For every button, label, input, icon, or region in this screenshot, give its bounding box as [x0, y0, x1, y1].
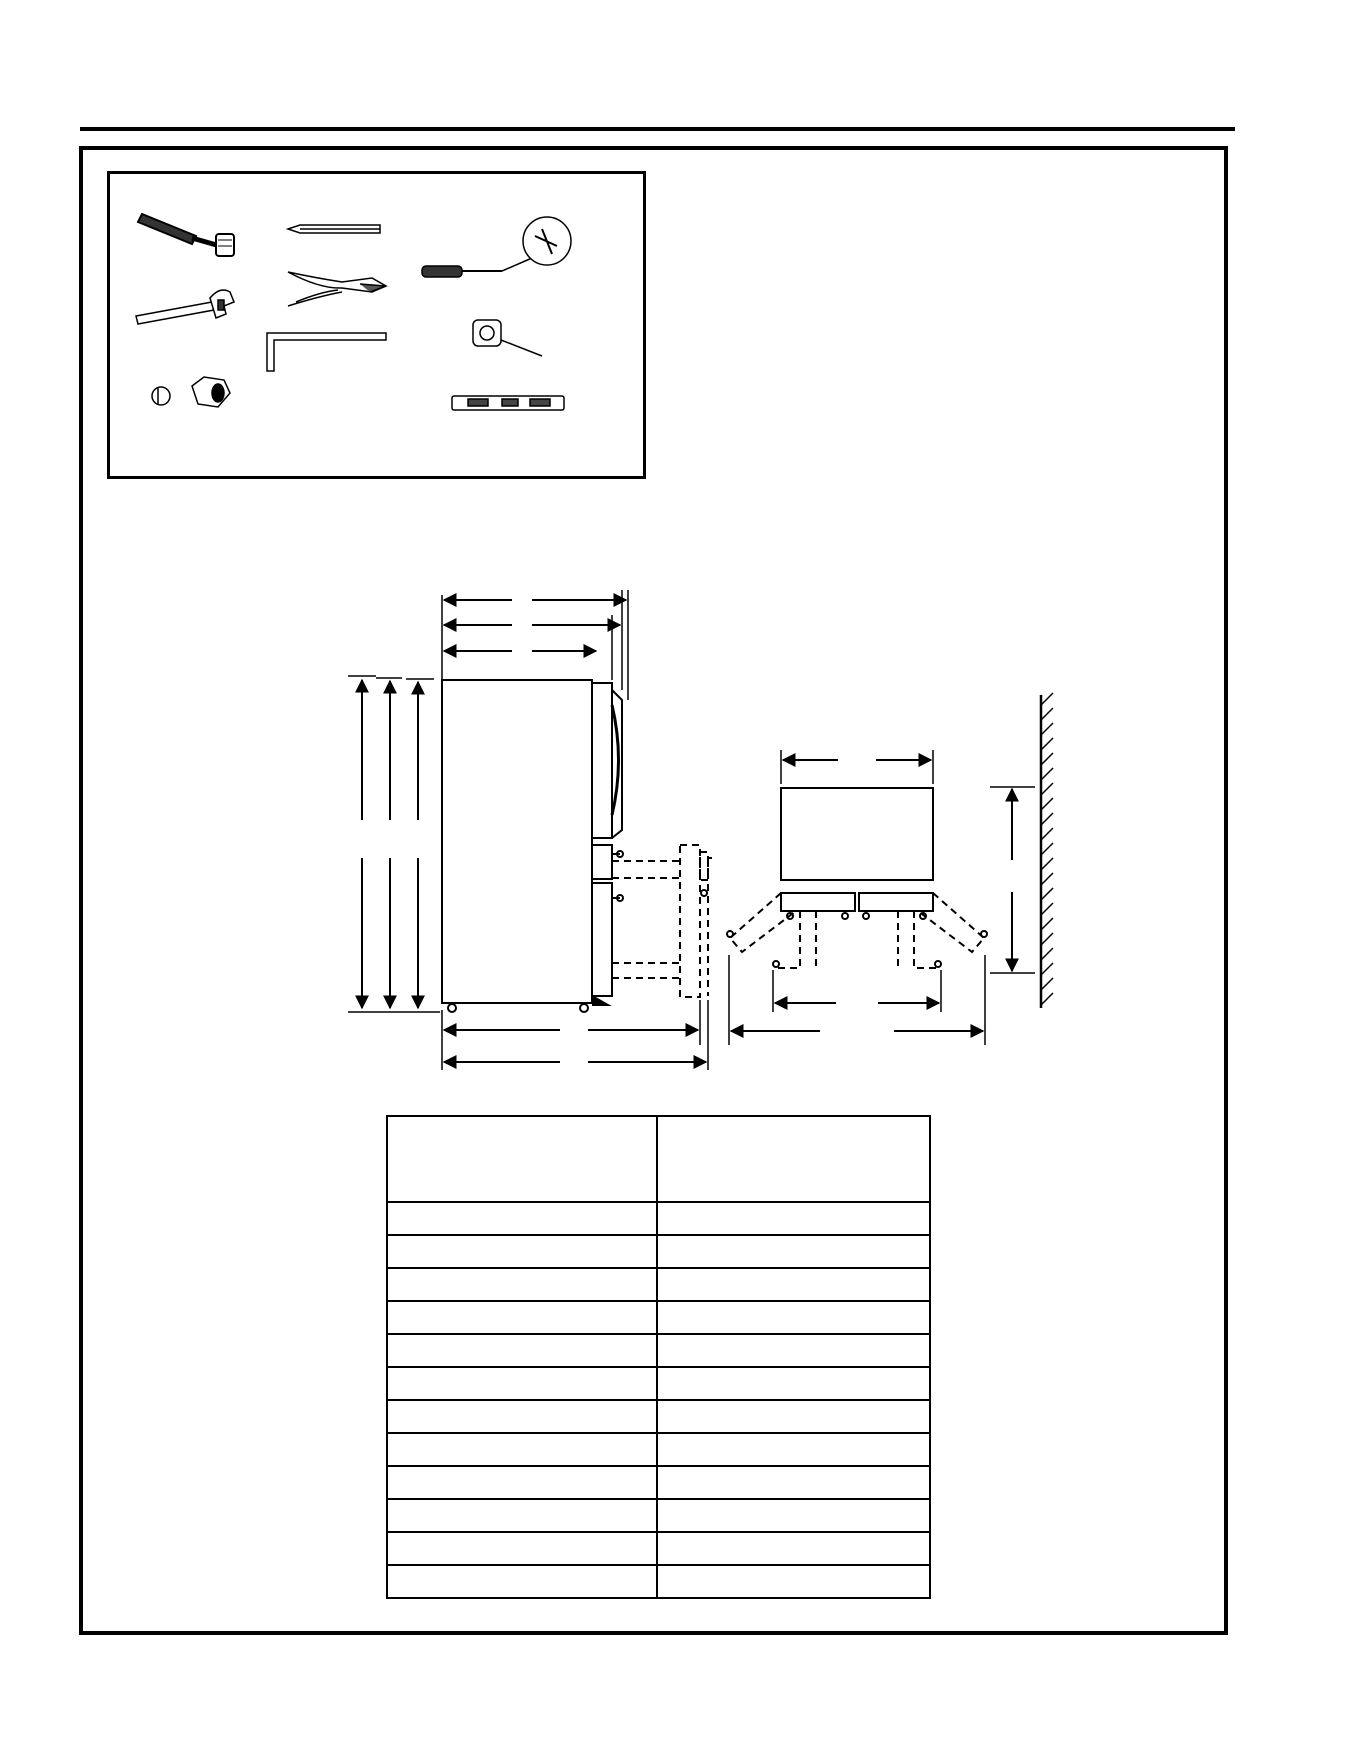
table-cell: [657, 1202, 930, 1235]
table-cell: [657, 1367, 930, 1400]
top-view-right-door: [859, 893, 933, 911]
table-cell: [657, 1466, 930, 1499]
table-cell: [657, 1268, 930, 1301]
table-cell: [657, 1334, 930, 1367]
table-row: [387, 1466, 930, 1499]
table-cell: [387, 1565, 657, 1598]
table-cell: [387, 1268, 657, 1301]
wall-hatching: [1041, 693, 1053, 1005]
top-view-left-door: [781, 893, 855, 911]
table-cell: [387, 1433, 657, 1466]
table-cell: [387, 1499, 657, 1532]
table-cell: [387, 1400, 657, 1433]
table-row: [387, 1499, 930, 1532]
table-cell: [657, 1499, 930, 1532]
table-row: [387, 1433, 930, 1466]
table-cell: [387, 1367, 657, 1400]
side-view-fresh-food-door: [592, 683, 612, 838]
table-row: [387, 1268, 930, 1301]
table-row: [387, 1301, 930, 1334]
side-view-middle-drawer: [592, 845, 612, 879]
table-row: [387, 1532, 930, 1565]
table-cell: [657, 1565, 930, 1598]
table-row: [387, 1334, 930, 1367]
table-cell: [387, 1202, 657, 1235]
table-header-cell: [657, 1116, 930, 1202]
table-row: [387, 1565, 930, 1598]
top-view-cabinet: [781, 788, 933, 880]
dimensions-table: [386, 1115, 931, 1599]
side-view-diagram: [348, 590, 712, 1070]
table-row: [387, 1202, 930, 1235]
table-cell: [657, 1235, 930, 1268]
side-view-cabinet: [442, 680, 592, 1003]
table-cell: [657, 1532, 930, 1565]
top-view-diagram: [727, 693, 1053, 1045]
table-row: [387, 1400, 930, 1433]
side-view-freezer-drawer: [592, 883, 612, 996]
table-row: [387, 1235, 930, 1268]
table-cell: [387, 1301, 657, 1334]
table-cell: [657, 1433, 930, 1466]
table-header-row: [387, 1116, 930, 1202]
table-cell: [657, 1301, 930, 1334]
table-cell: [387, 1532, 657, 1565]
table-row: [387, 1367, 930, 1400]
table-header-cell: [387, 1116, 657, 1202]
table-cell: [387, 1235, 657, 1268]
table-cell: [387, 1466, 657, 1499]
table-cell: [387, 1334, 657, 1367]
table-cell: [657, 1400, 930, 1433]
